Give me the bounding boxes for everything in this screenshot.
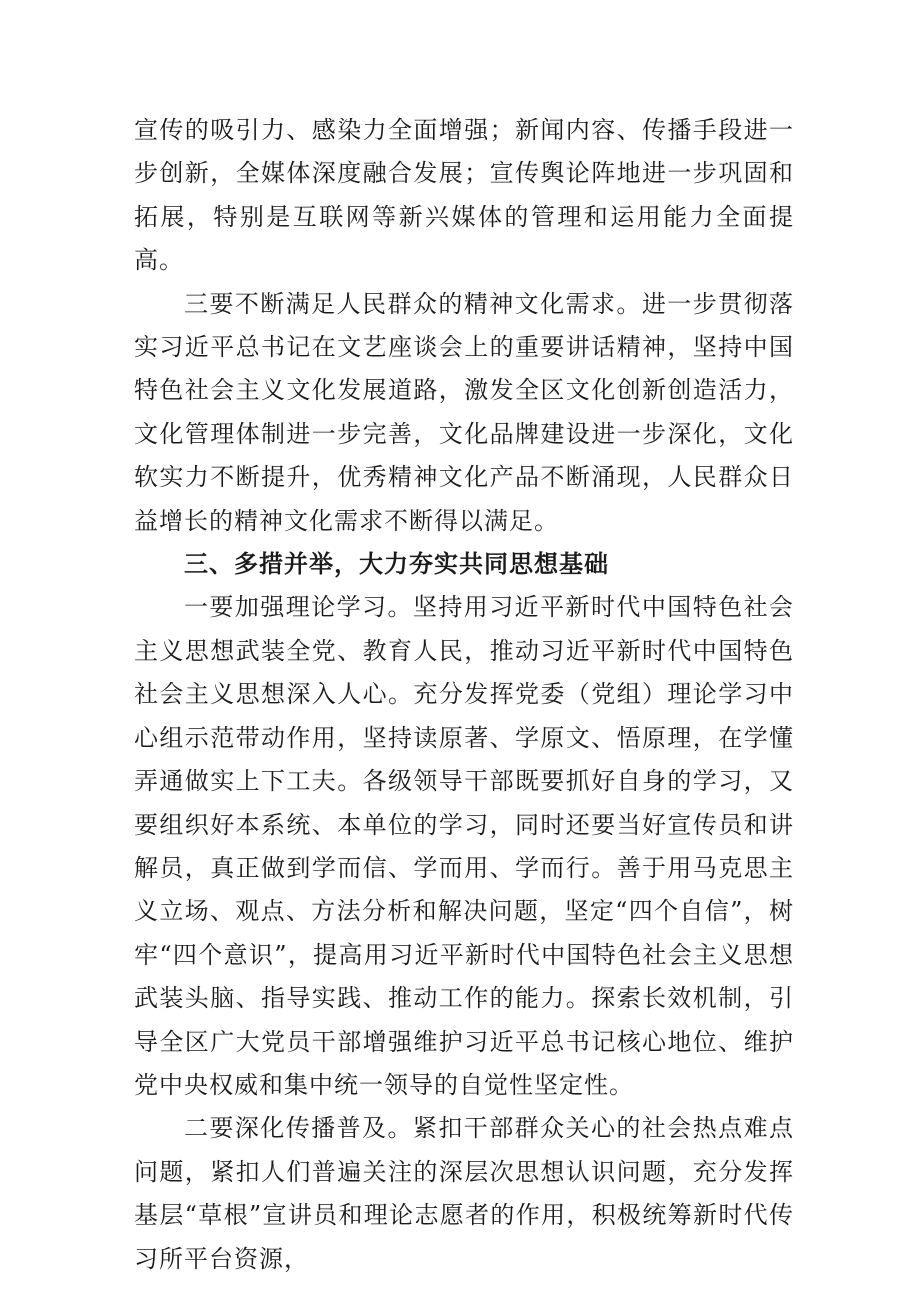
section-heading: 三、多措并举，大力夯实共同思想基础 — [184, 550, 609, 579]
paragraph-cultural-needs: 三要不断满足人民群众的精神文化需求。进一步贯彻落实习近平总书记在文艺座谈会上的重要讲话精神，坚持中国特色社会主义文化发展道路，激发全区文化创新创造活力，文化管理体制进一步完善，文化品牌建设进一步深化，文化软实力不断提升，优秀精神文化产品不断涌现，人民群众日益增长的精神文化需求不断得以满足。 — [134, 289, 794, 535]
paragraph-dissemination: 二要深化传播普及。紧扣干部群众关心的社会热点难点问题，紧扣人们普遍关注的深层次思想认识问题，充分发挥基层“草根”宣讲员和理论志愿者的作用，积极统筹新时代传习所平台资源， — [134, 1114, 794, 1273]
paragraph-theory-study: 一要加强理论学习。坚持用习近平新时代中国特色社会主义思想武装全党、教育人民，推动习近平新时代中国特色社会主义思想深入人心。充分发挥党委（党组）理论学习中心组示范带动作用，坚持读原著、学原文、悟原理，在学懂弄通做实上下工夫。各级领导干部既要抓好自身的学习，又要组织好本系统、本单位的学习，同时还要当好宣传员和讲解员，真正做到学而信、学而用、学而行。善于用马克思主义立场、观点、方法分析和解决问题，坚定“四个自信”，树牢“四个意识”，提高用习近平新时代中国特色社会主义思想武装头脑、指导实践、推动工作的能力。探索长效机制，引导全区广大党员干部增强维护习近平总书记核心地位、维护党中央权威和集中统一领导的自觉性坚定性。 — [134, 593, 794, 1099]
paragraph-continuation: 宣传的吸引力、感染力全面增强；新闻内容、传播手段进一步创新，全媒体深度融合发展；宣传舆论阵地进一步巩固和拓展，特别是互联网等新兴媒体的管理和运用能力全面提高。 — [134, 116, 794, 275]
document-body — [134, 109, 794, 1281]
